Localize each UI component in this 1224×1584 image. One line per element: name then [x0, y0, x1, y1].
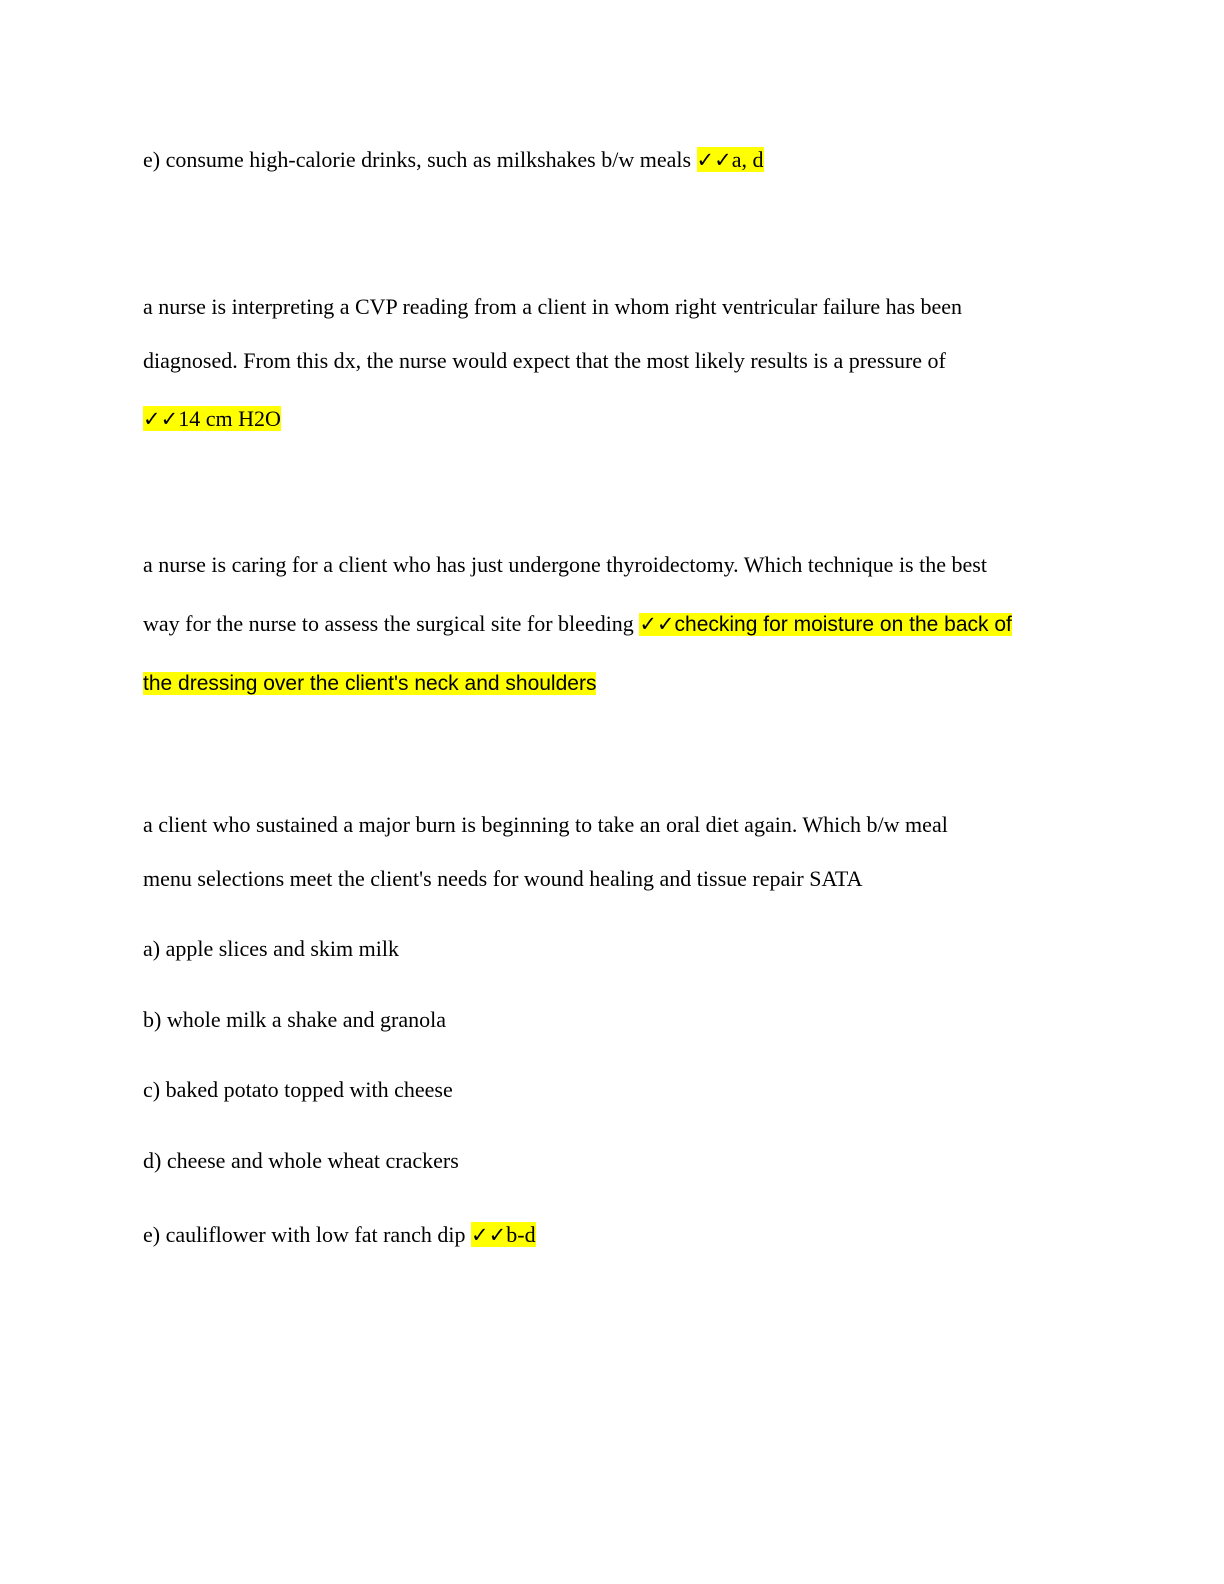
double-check-icon: ✓✓	[639, 612, 675, 636]
q4-question-line-1: a client who sustained a major burn is beginning to take an oral diet again. Which b/w meal	[143, 812, 948, 837]
q3-question-line-1: a nurse is caring for a client who has just undergone thyroidectomy. Which technique is the best	[143, 552, 987, 577]
double-check-icon: ✓✓	[696, 148, 732, 172]
q4-option-a: a) apple slices and skim milk	[143, 936, 399, 961]
q4-option-d: d) cheese and whole wheat crackers	[143, 1148, 459, 1173]
q1-answer-highlight	[697, 147, 764, 172]
q3-question-text: way for the nurse to assess the surgical site for bleeding	[143, 611, 634, 636]
q1-answer: a, d	[731, 147, 764, 172]
q4-answer: b-d	[506, 1222, 536, 1247]
q3-answer-part-2: the dressing over the client's neck and shoulders	[143, 672, 597, 695]
double-check-icon: ✓✓	[143, 407, 179, 431]
q4-option-e	[143, 1220, 536, 1250]
q2-question-line-1: a nurse is interpreting a CVP reading from a client in whom right ventricular failure has been	[143, 294, 963, 319]
q2-answer-line	[143, 404, 281, 434]
q4-option-b: b) whole milk a shake and granola	[143, 1007, 447, 1032]
q1-option-e-text: e) consume high-calorie drinks, such as milkshakes b/w meals	[143, 147, 692, 172]
double-check-icon: ✓✓	[471, 1223, 507, 1247]
q2-answer-highlight	[143, 406, 281, 431]
q3-answer-part-1: checking for moisture on the back of	[674, 613, 1012, 636]
q2-question-line-2: diagnosed. From this dx, the nurse would expect that the most likely results is a pressure of	[143, 348, 946, 373]
q3-answer-line-2	[143, 668, 596, 699]
q4-option-e-text: e) cauliflower with low fat ranch dip	[143, 1222, 466, 1247]
q2-answer: 14 cm H2O	[178, 406, 281, 431]
q4-question-line-2: menu selections meet the client's needs for wound healing and tissue repair SATA	[143, 866, 863, 891]
q3-answer-highlight	[639, 613, 1012, 636]
q4-option-c: c) baked potato topped with cheese	[143, 1077, 453, 1102]
q3-question-line-2	[143, 609, 1012, 640]
q4-answer-highlight	[471, 1222, 536, 1247]
q1-option-e	[143, 145, 764, 175]
